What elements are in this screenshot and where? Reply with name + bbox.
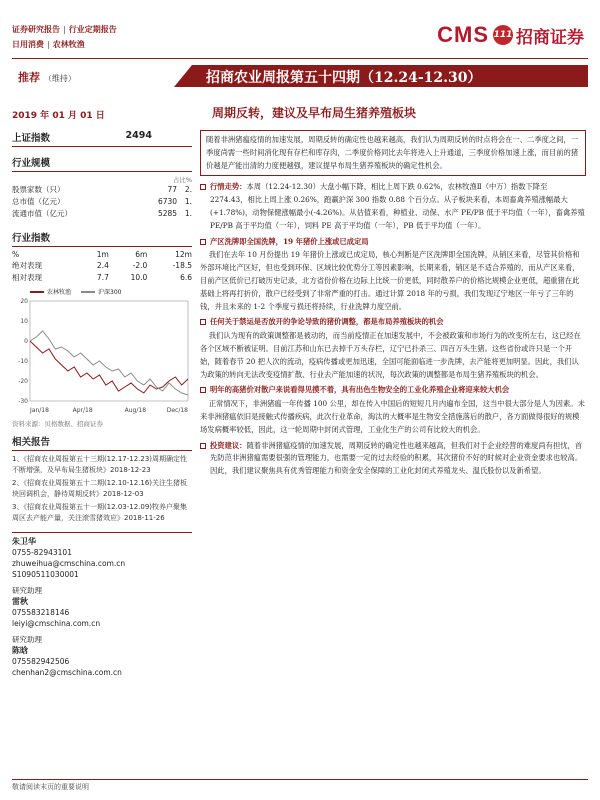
chart-legend <box>30 287 192 296</box>
section-text: 随着非洲猪瘟疫情的加速发展，周期反转的确定性也越来越高，但我们对于企业经营的难度尚有担忧，首先防范非洲猪瘟需要很强的管理能力，也需要一定的过去经验的积累，其次猪价不好的时候对企业资金要求也较高。因此，我们建议聚焦具有优秀管理能力和资金安全保障的工业化封闭式养殖龙头、温氏股份以及新希望。 <box>210 440 583 476</box>
sidebar <box>12 130 192 780</box>
section-heading: 投资建议： <box>210 440 247 450</box>
bullet-box-icon <box>200 387 206 393</box>
scale-label: 流通市值（亿元） <box>12 209 72 218</box>
abstract: 随着非洲猪瘟疫情的加速发展，周期反转的确定性也越来越高，我们认为周期反转的时点将会在一、二季度之间，一季度尚需一些时间消化现有存栏和库存肉，二季度价格同比去年将进入上升通道，三季度价格加速上涨，而目前的猪价越是产能出清的力度便越强，建议提早布局生猪养殖板块的确定性机会。 <box>200 130 586 176</box>
section-heading: 行情走势： <box>210 182 247 192</box>
legend-item <box>81 287 121 296</box>
section-heading <box>200 236 586 249</box>
report-title: 招商农业周报第五十四期（12.24-12.30） <box>192 65 588 87</box>
analyst-name: 雷秋 <box>12 597 28 606</box>
logo-cms-text: CMS <box>437 22 489 47</box>
rating-sub: （维持） <box>43 74 76 83</box>
analyst-email[interactable]: zhuweihua@cmschina.com.cn <box>12 559 126 568</box>
index-row <box>12 130 192 147</box>
y-tick-label: 10 <box>20 318 28 325</box>
performance-chart <box>12 297 192 415</box>
legend-swatch <box>81 291 95 293</box>
scale-label: 股票家数（只） <box>12 185 65 194</box>
analyst-card <box>12 536 192 580</box>
category-sector: 日用消费 <box>12 40 44 49</box>
legend-swatch <box>30 291 44 293</box>
rating <box>12 65 192 87</box>
perf-value: 2.4 <box>96 261 109 270</box>
x-tick-label: Apr/18 <box>72 407 93 414</box>
bullet-box-icon <box>200 319 206 325</box>
index-label: 上证指数 <box>12 133 51 144</box>
analyst-email[interactable]: leiyi@cmschina.com.cn <box>12 619 101 628</box>
index-value: 2494 <box>125 130 152 141</box>
scale-pct-header: 占比% <box>172 176 192 184</box>
scale-row <box>12 196 192 208</box>
related-report: 2、《招商农业周报第五十二期(12.10-12.16)关注生猪板块回调机会，静待周期反转》2018-12-03 <box>12 479 188 498</box>
bullet-box-icon <box>200 443 206 449</box>
section-text: 本周（12.24-12.30）大盘小幅下降，相比上周下跌 0.62%，农林牧渔Ⅱ（中万）指数下降至 2274.43，相比上周上涨 0.26%，跑赢沪深 300 指数 0.88 个百分点。从子板块来看，本周畜禽养殖涨幅最大(+1.78%)，动物保健涨幅最小(-4.26%)。从估值来看，种植业、动保、水产 PE/PB 低于平均值（一年），畜禽养殖 PE/PB 高于平均值（一年），饲料 PE 高于平均值（一年），PB 低于平均值（一年）。 <box>210 182 585 230</box>
category-research: 证券研究报告 <box>12 25 60 34</box>
y-tick-label: -30 <box>18 398 28 405</box>
sections <box>200 181 586 478</box>
analyst-phone: 075582942506 <box>12 657 70 666</box>
perf-label: 相对表现 <box>12 273 42 282</box>
company-logo <box>437 22 584 48</box>
series-line <box>30 341 188 393</box>
chart-source: 资料来源：贝格数据、招商证券 <box>12 420 103 428</box>
section-body <box>210 440 586 478</box>
y-tick-label: -20 <box>18 378 28 385</box>
analyst-list <box>12 536 192 678</box>
perf-header: 6m <box>135 250 148 259</box>
related-title <box>12 434 192 451</box>
perf-value: 6.6 <box>180 273 192 282</box>
perf-table <box>12 250 192 284</box>
main-content <box>200 130 586 479</box>
x-tick-label: Jan/18 <box>30 407 49 414</box>
section-heading <box>200 316 586 329</box>
related-title-text: 相关报告 <box>12 437 51 448</box>
y-tick-label: 0 <box>24 338 28 345</box>
y-tick-label: 20 <box>20 298 28 305</box>
scale-label: 总市值（亿元） <box>12 197 65 206</box>
section-text: 正常情况下，非洲猪瘟一年传播 100 公里，却在传入中国后的短短几月内遍布全国，这当中很大部分是人为因素。未来非洲猪瘟依旧是接触式传播疾病，此次行业革命，淘汰的大概率是生物安全措施落后的散户，各方面做得很好的规模场发病概率较低，因此，这一轮周期中封闭式管理，工业化生产的公司有比较大的机会。 <box>200 399 585 434</box>
perf-value: 7.7 <box>96 273 109 282</box>
related-report: 1、《招商农业周报第五十三期(12.17-12.23)周期确定性不断增强，及早布局生猪板块》2018-12-23 <box>12 455 188 474</box>
analyst-role: 研究助理 <box>12 586 42 595</box>
bullet-box-icon <box>200 184 206 190</box>
analyst-role: 研究助理 <box>12 635 42 644</box>
perf-header: 1m <box>96 250 109 259</box>
perf-label: 绝对表现 <box>12 261 42 270</box>
report-date: 2019 年 01 月 01 日 <box>12 111 105 121</box>
analyst-cert: S1090511030001 <box>12 570 79 579</box>
analyst-card <box>12 585 192 629</box>
analyst-card <box>12 634 192 678</box>
scale-row <box>12 208 192 220</box>
perf-value: -2.0 <box>132 261 148 270</box>
perf-row <box>12 272 192 284</box>
section-heading-text: 明年的高猪价对散户来说看得见摸不着，具有出色生物安全的工业化养殖企业将迎来较大机会 <box>210 385 510 395</box>
footer-note: 敬请阅读末页的重要说明 <box>12 783 89 791</box>
rating-value: 推荐 <box>18 71 40 84</box>
analyst-divider <box>12 532 192 533</box>
section-heading <box>200 384 586 397</box>
section-text: 我们认为现有的政策调整都是被动的，而当前疫情正在加速发展中，不会被政策和市场行为的改变所左右，这已经在各个区域不断被证明。目前江苏和山东已去掉千万头存栏，辽宁已扑杀三、四百万头生猪。这些省份或许只是一个开始，随着春节 20 把人次的流动，疫病传播或更加迅速，全国可能面临进一步洗牌，去产能将更加明显。因此，我们认为政策的转向无法改变疫情扩散、行业去产能加速的状况，每次政策的调整都是布局生猪养殖板块的机会。 <box>200 331 581 379</box>
perf-title <box>12 230 192 247</box>
scale-title-text: 行业规模 <box>12 158 51 169</box>
report-category: 证券研究报告 | 行业定期报告 日用消费 | 农林牧渔 <box>12 25 117 49</box>
header-divider <box>12 58 588 59</box>
perf-header: % <box>12 250 20 259</box>
scale-pct: 1. <box>184 209 192 218</box>
scale-row <box>12 184 192 196</box>
perf-header: 12m <box>175 250 192 259</box>
footer-divider <box>12 779 588 780</box>
title-band <box>12 65 588 87</box>
section-text: 我们在去年 10 月份提出 19 年猪价上涨或已成定局，核心判断是产区洗牌即全国洗牌，从销区来看，尽管其价格和外部环境比产区好，但也受到环保、区域比较优势分工等因素影响，长期来看，销区是不适合养殖的，而从产区来看，目前产区低价已打破历史记录，北方省份价格在边际上比统一价更低，同时散养户的价格比规模企业更低，超重猪在此基础上将再打折价，散户已经受到了非常严重的打击。通过计算 2018 年的亏损，我们发现辽宁地区一年亏了三年的钱，并且未来的 1-2 个季度亏损还将持续，行业洗牌力度空前。 <box>200 250 580 311</box>
scale-pct: 2. <box>184 185 192 194</box>
legend-item <box>30 287 71 296</box>
analyst-email[interactable]: chenhan2@cmschina.com.cn <box>12 668 122 677</box>
section-inline <box>200 440 586 478</box>
category-industry: 农林牧渔 <box>52 40 85 49</box>
scale-value: 6730 <box>157 197 178 206</box>
analyst-name: 陈晗 <box>12 646 28 655</box>
logo-cn-text: 招商证券 <box>516 27 584 48</box>
perf-value: 10.0 <box>130 273 148 282</box>
x-tick-label: Dec/18 <box>166 407 188 414</box>
analyst-phone: 0755-82943101 <box>12 548 72 557</box>
scale-value: 5285 <box>157 209 178 218</box>
analyst-name: 朱卫华 <box>12 537 36 546</box>
related-list <box>12 454 192 524</box>
perf-title-text: 行业指数 <box>12 233 51 244</box>
legend-label: 沪深300 <box>98 289 122 296</box>
section-inline <box>200 181 586 232</box>
scale-table <box>12 184 192 220</box>
scale-title <box>12 155 192 172</box>
scale-pct: 1. <box>184 197 192 206</box>
report-subtitle: 周期反转，建议及早布局生猪养殖板块 <box>212 106 417 120</box>
perf-row <box>12 260 192 272</box>
legend-label: 农林牧渔 <box>47 289 72 296</box>
related-report: 3、《招商农业周报第五十一期(12.03-12.09)牧养户聚集周区去产能产量，关注滚雪猪效应》2018-11-26 <box>12 503 188 522</box>
section-heading-text: 任何关于禁运是否放开的争论导致的猪价调整，都是布局养殖板块的机会 <box>210 317 444 327</box>
perf-value: -18.5 <box>172 261 192 270</box>
band-skew <box>174 65 192 87</box>
section-heading-text: 产区洗牌即全国洗牌，19 年猪价上涨或已成定局 <box>210 236 369 246</box>
y-tick-label: -10 <box>18 358 28 365</box>
section-body <box>210 181 586 232</box>
bullet-box-icon <box>200 239 206 245</box>
category-type: 行业定期报告 <box>68 25 117 34</box>
scale-value: 77 <box>167 185 178 194</box>
logo-badge-icon: 111 <box>493 25 513 45</box>
x-tick-label: Aug/18 <box>124 407 147 414</box>
analyst-phone: 075583218146 <box>12 608 70 617</box>
